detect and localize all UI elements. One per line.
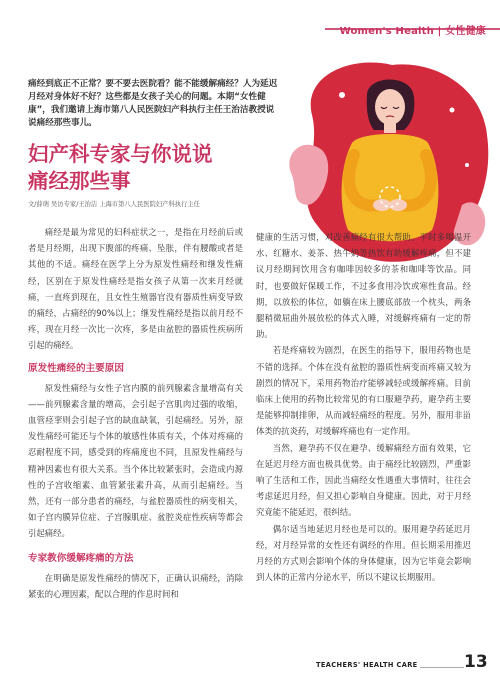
paragraph: 痛经是最为常见的妇科症状之一，是指在月经前后或者是月经期，出现下腹部的疼痛、坠胀，伴有腰酸或者是其他的不适。痛经在医学上分为原发性痛经和继发性痛经，区别在于原发性痛经是指女孩子从第一次来月经就痛，一直疼到现在，且女性生殖器官没有器质性病变导致的痛经，占痛经的90%以上；继发性痛经是指以前月经不疼，现在月经一次比一次疼，多是由盆腔的器质性疾病所引起的痛经。 (28, 227, 243, 351)
hand-left (373, 199, 391, 211)
article-title-line-2: 痛经那些事 (28, 169, 131, 193)
neck (384, 123, 396, 133)
paragraph: 若是疼痛较为剧烈，在医生的指导下，服用药物也是不错的选择。个体在没有盆腔的器质性病变而疼痛又较为剧烈的情况下，采用药物治疗能够减轻或缓解疼痛。目前临床上使用的药物比较常见的有口服避孕药，避孕药主要是能够抑制排卵，从而减轻痛经的程度。另外，服用非甾体类的抗炎药，对缓解疼痛也有一定作用。 (256, 345, 471, 437)
right-column (256, 229, 471, 585)
page-number: 13 (464, 652, 488, 672)
page-header (0, 0, 500, 62)
paragraph: 健康的生活习惯，对改善痛经有很大帮助。平时多喝温开水、红糖水、姜茶、热牛奶等热饮有助缓解疼痛，但不建议月经期间饮用含有咖啡因较多的茶和咖啡等饮品。同时，也要做好保暖工作，不过多食用冷饮或寒性食品。经期，以放松的体位，如躺在床上腰底部放一个枕头，两条腿稍微屈曲外展放松的体式入睡，对缓解疼痛有一定的帮助。 (256, 232, 471, 340)
subheading: 专家教你缓解疼痛的方法 (28, 552, 134, 564)
section-label: Women's Health | 女性健康 (339, 26, 486, 37)
sparkle-dot (450, 108, 455, 113)
face (375, 89, 405, 125)
subheading: 原发性痛经的主要原因 (28, 362, 124, 374)
hand-right (389, 199, 407, 211)
sparkle-dot (339, 92, 345, 98)
paragraph: 原发性痛经与女性子宫内膜的前列腺素含量增高有关——前列腺素含量的增高，会引起子宫肌肉过强的收缩，血管痉挛则会引起子宫的缺血缺氧，引起痛经。另外，原发性痛经可能还与个体的敏感性体质有关，个体对疼痛的忍耐程度不同，感受到的疼痛度也不同，且原发性痛经与精神因素也有很大关系。当个体比较紧张时，会造成内源性的子宫收缩素、血管紧张素升高，从而引起痛经。当然，还有一部分患者的痛经，与盆腔器质性的病变相关，如子宫内膜异位症、子宫腺肌症、盆腔炎症性疾病等都会引起痛经。 (28, 382, 243, 539)
intro-text: 痛经到底正不正常？要不要去医院看？能不能缓解痛经？人为延迟月经对身体好不好？这些都是女孩子关心的问题。本期“女性健康”，我们邀请上海市第八人民医院妇产科执行主任王治洁教授说说痛经那些事儿。 (28, 79, 278, 128)
paragraph: 在明确是原发性痛经的情况下，正确认识痛经，消除紧张的心理因素，配以合理的作息时间和 (28, 572, 243, 599)
magazine-name: TEACHERS' HEALTH CARE (316, 661, 418, 669)
footer-rule (420, 667, 464, 668)
left-column (28, 224, 243, 602)
article-title (28, 141, 268, 195)
paragraph: 当然，避孕药不仅在避孕、缓解痛经方面有效果，它在延迟月经方面也极具优势。由于痛经比较剧烈，严重影响了生活和工作，因此当痛经女性遇重大事情时，往往会考虑延迟月经，但又担心影响自身健康。因此，对于月经究竟能不能延迟，很纠结。 (256, 442, 471, 518)
article-byline: 文/薛萌 吴访专家/王治洁 上海市第八人民医院妇产科执行主任 (28, 201, 200, 208)
sparkle-dot (465, 163, 469, 167)
paragraph: 偶尔适当地延迟月经也是可以的。服用避孕药延迟月经，对月经异常的女性还有调经的作用。但长期采用推迟月经的方式则会影响个体的身体健康，因为它毕竟会影响到人体的正常内分泌水平，所以不建议长期服用。 (256, 523, 471, 583)
article-title-line-1: 妇产科专家与你说说 (28, 142, 213, 166)
